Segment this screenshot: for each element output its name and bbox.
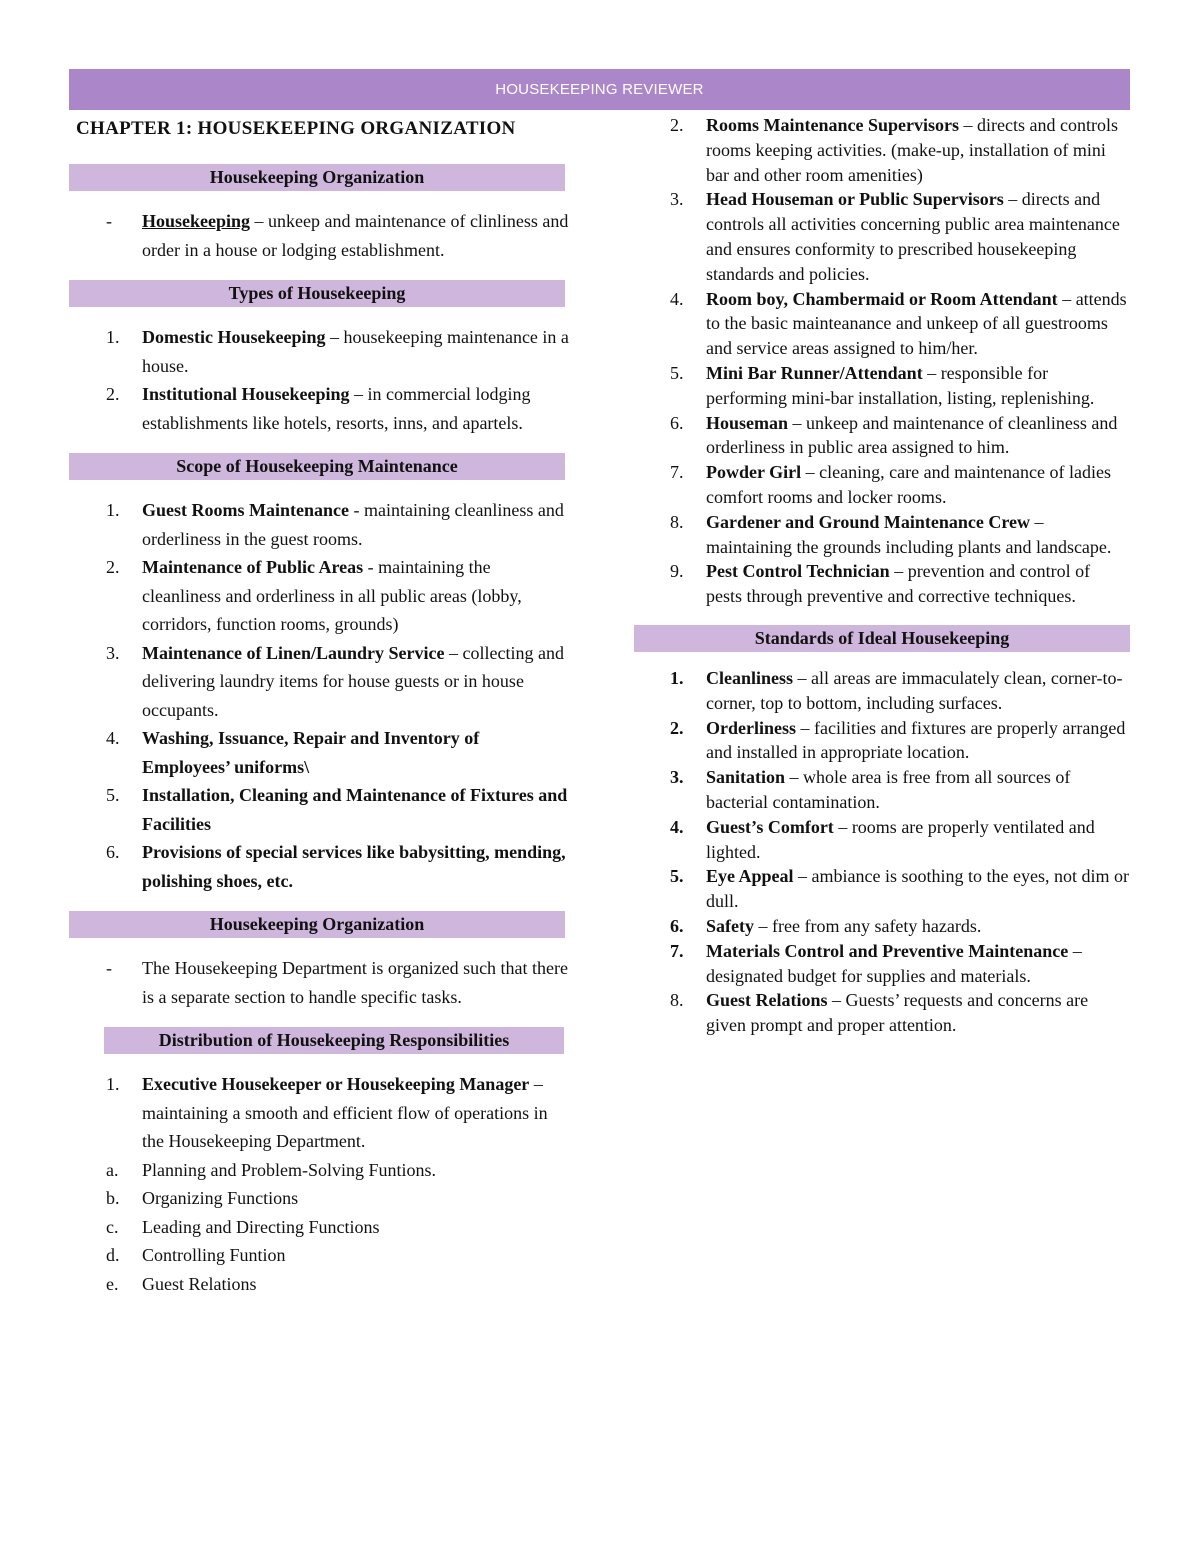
- function-text: Leading and Directing Functions: [142, 1216, 380, 1237]
- definition: - maintaining the cleanliness and orderliness in all public areas (lobby, corridors, function rooms, grounds): [142, 557, 522, 634]
- header-title: HOUSEKEEPING REVIEWER: [495, 81, 704, 98]
- list-item: [634, 361, 1130, 411]
- section-heading-scope: Scope of Housekeeping Maintenance: [69, 453, 565, 480]
- section-heading-housekeeping-organization-2: Housekeeping Organization: [69, 911, 565, 938]
- term: Guest’s Comfort: [706, 816, 834, 837]
- list-marker: c.: [106, 1216, 119, 1237]
- list-item: [69, 553, 569, 639]
- function-text: Organizing Functions: [142, 1188, 299, 1208]
- left-column: [69, 112, 569, 1298]
- definition: – housekeeping maintenance in a house.: [142, 327, 569, 376]
- list-item: [69, 323, 569, 380]
- function-item: [69, 1184, 569, 1213]
- list-marker: e.: [106, 1273, 119, 1294]
- list-marker: 3.: [106, 642, 120, 663]
- list-marker: 6.: [670, 412, 684, 433]
- term: Orderliness: [706, 717, 796, 738]
- list-item: [634, 460, 1130, 510]
- list-item: [634, 113, 1130, 187]
- definition: – maintaining the grounds including plants and landscape.: [706, 511, 1112, 557]
- function-item: [69, 1213, 569, 1242]
- list-item: [69, 838, 569, 895]
- list-marker: b.: [106, 1188, 120, 1208]
- list-item: [634, 988, 1130, 1038]
- list-item: [634, 815, 1130, 865]
- function-text: Planning and Problem-Solving Funtions.: [142, 1159, 437, 1180]
- distribution-list-continued: [634, 113, 1130, 609]
- term: Room boy, Chambermaid or Room Attendant: [706, 288, 1058, 309]
- term: Guest Rooms Maintenance: [142, 500, 349, 520]
- list-marker: -: [106, 211, 112, 231]
- organization-note-list: [69, 954, 569, 1011]
- page-header-banner: [69, 69, 1130, 110]
- list-marker: 3.: [670, 189, 684, 210]
- list-item: [634, 510, 1130, 560]
- distribution-list: [69, 1070, 569, 1298]
- term: Safety: [706, 915, 754, 936]
- list-item: [634, 666, 1130, 716]
- term: Maintenance of Linen/Laundry Service: [142, 642, 445, 663]
- term: Domestic Housekeeping: [142, 327, 326, 347]
- right-column: [634, 112, 1130, 1038]
- list-marker: 7.: [670, 940, 684, 961]
- term: Pest Control Technician: [706, 561, 890, 582]
- list-item: [69, 639, 569, 725]
- scope-list: [69, 496, 569, 895]
- list-marker: 1.: [106, 1074, 120, 1094]
- note-text: The Housekeeping Department is organized such that there is a separate section to handle specific tasks.: [142, 958, 569, 1007]
- function-text: Guest Relations: [142, 1273, 257, 1294]
- list-marker: 1.: [106, 327, 120, 347]
- list-marker: 1.: [106, 500, 120, 520]
- list-marker: -: [106, 958, 112, 978]
- list-marker: 6.: [670, 915, 684, 936]
- definition: – cleaning, care and maintenance of ladies comfort rooms and locker rooms.: [706, 462, 1112, 507]
- chapter-title: CHAPTER 1: HOUSEKEEPING ORGANIZATION: [76, 118, 516, 139]
- definition: – Guests’ requests and concerns are given prompt and proper attention.: [706, 990, 1089, 1036]
- definition: – designated budget for supplies and materials.: [706, 940, 1082, 986]
- list-item: [634, 939, 1130, 989]
- list-item: [634, 187, 1130, 286]
- term: Houseman: [706, 412, 789, 433]
- function-item: [69, 1241, 569, 1270]
- list-marker: 5.: [670, 362, 684, 383]
- list-item: [69, 496, 569, 553]
- list-marker: 4.: [670, 288, 684, 309]
- definition: – attends to the basic mainteanance and unkeep of all guestrooms and service areas assigned to him/her.: [706, 288, 1127, 359]
- term: Gardener and Ground Maintenance Crew: [706, 511, 1031, 532]
- definition: – unkeep and maintenance of cleanliness and orderliness in public area assigned to him.: [706, 412, 1118, 458]
- list-marker: 2.: [106, 384, 120, 404]
- term: Executive Housekeeper or Housekeeping Manager: [142, 1074, 530, 1094]
- section-heading-housekeeping-organization: Housekeeping Organization: [69, 164, 565, 191]
- list-item: [69, 724, 569, 781]
- term: Sanitation: [706, 767, 786, 788]
- definition: – in commercial lodging establishments like hotels, resorts, inns, and apartels.: [142, 384, 531, 433]
- definition: – prevention and control of pests through preventive and corrective techniques.: [706, 561, 1091, 607]
- list-marker: 2.: [670, 717, 684, 738]
- list-marker: 4.: [106, 728, 120, 748]
- list-item: [69, 954, 569, 1011]
- definition: – directs and controls all activities concerning public area maintenance and ensures conformity to prescribed housekeeping standards and policies.: [706, 189, 1120, 284]
- term: Washing, Issuance, Repair and Inventory of Employees’ uniforms\: [142, 728, 480, 777]
- term: Mini Bar Runner/Attendant: [706, 362, 923, 383]
- function-text: Controlling Funtion: [142, 1245, 286, 1265]
- term: Head Houseman or Public Supervisors: [706, 189, 1004, 210]
- definition: – unkeep and maintenance of clinliness and order in a house or lodging establishment.: [142, 211, 569, 260]
- list-marker: 8.: [670, 990, 684, 1011]
- list-marker: a.: [106, 1159, 119, 1180]
- definition: - maintaining cleanliness and orderliness in the guest rooms.: [142, 500, 564, 549]
- definition: – facilities and fixtures are properly arranged and installed in appropriate location.: [706, 717, 1126, 763]
- term: Rooms Maintenance Supervisors: [706, 115, 959, 135]
- list-marker: 9.: [670, 561, 684, 582]
- term: Powder Girl: [706, 462, 802, 483]
- term: Maintenance of Public Areas: [142, 557, 364, 577]
- definition: – all areas are immaculately clean, corner-to-corner, top to bottom, including surfaces.: [706, 667, 1123, 713]
- list-marker: 1.: [670, 667, 684, 688]
- list-item: [634, 287, 1130, 361]
- list-item: [69, 380, 569, 437]
- list-item: [69, 1070, 569, 1156]
- list-marker: 5.: [670, 866, 684, 887]
- term: Institutional Housekeeping: [142, 384, 350, 404]
- definition: – free from any safety hazards.: [754, 915, 982, 936]
- function-item: [69, 1270, 569, 1299]
- section-heading-distribution: Distribution of Housekeeping Responsibilities: [104, 1027, 564, 1054]
- term: Installation, Cleaning and Maintenance of Fixtures and Facilities: [142, 785, 568, 834]
- term: Materials Control and Preventive Maintenance: [706, 940, 1069, 961]
- list-marker: d.: [106, 1245, 120, 1265]
- list-marker: 3.: [670, 767, 684, 788]
- standards-list: [634, 666, 1130, 1038]
- definition: – directs and controls rooms keeping activities. (make-up, installation of mini bar and other room amenities): [706, 115, 1118, 185]
- types-list: [69, 323, 569, 437]
- list-marker: 5.: [106, 785, 120, 805]
- list-marker: 7.: [670, 462, 684, 483]
- definition: – whole area is free from all sources of bacterial contamination.: [706, 767, 1071, 812]
- section-heading-standards: Standards of Ideal Housekeeping: [634, 625, 1130, 652]
- list-item: [634, 716, 1130, 766]
- list-marker: 8.: [670, 511, 684, 532]
- definition: – collecting and delivering laundry items for house guests or in house occupants.: [142, 642, 564, 720]
- term: Provisions of special services like babysitting, mending, polishing shoes, etc.: [142, 842, 566, 891]
- term: Eye Appeal: [706, 866, 794, 887]
- section-heading-types: Types of Housekeeping: [69, 280, 565, 307]
- term: Guest Relations: [706, 990, 828, 1011]
- list-item: [634, 864, 1130, 914]
- list-item: [634, 411, 1130, 461]
- list-marker: 2.: [106, 557, 120, 577]
- definition: – rooms are properly ventilated and lighted.: [706, 816, 1095, 862]
- list-marker: 6.: [106, 842, 120, 862]
- list-item: [69, 781, 569, 838]
- list-item: [634, 559, 1130, 609]
- list-item: [69, 207, 569, 264]
- function-item: [69, 1156, 569, 1185]
- list-marker: 2.: [670, 115, 684, 135]
- term: Housekeeping: [142, 211, 251, 231]
- term: Cleanliness: [706, 667, 794, 688]
- definition: – maintaining a smooth and efficient flow of operations in the Housekeeping Department.: [142, 1074, 548, 1151]
- definition: – responsible for performing mini-bar installation, listing, replenishing.: [706, 362, 1095, 408]
- list-item: [634, 765, 1130, 815]
- list-item: [634, 914, 1130, 939]
- definition: – ambiance is soothing to the eyes, not dim or dull.: [706, 866, 1129, 912]
- list-marker: 4.: [670, 816, 684, 837]
- housekeeping-definition-list: [69, 207, 569, 264]
